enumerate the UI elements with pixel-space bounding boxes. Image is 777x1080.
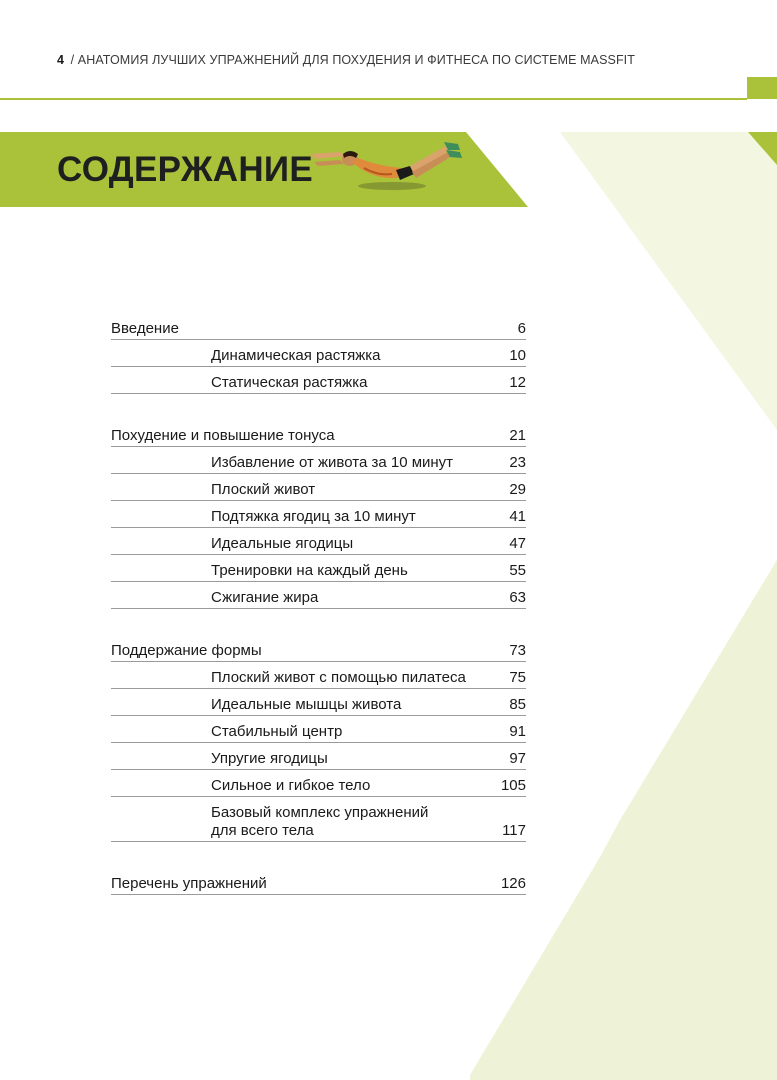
table-of-contents xyxy=(111,313,526,895)
toc-page-number: 23 xyxy=(509,454,526,471)
toc-page-number: 117 xyxy=(502,822,526,839)
toc-item-title: Идеальные мышцы живота xyxy=(211,696,402,713)
toc-item-row[interactable] xyxy=(111,474,526,501)
toc-item-title: Плоский живот xyxy=(211,481,316,498)
toc-item-row[interactable] xyxy=(111,447,526,474)
toc-page-number: 105 xyxy=(500,777,526,794)
page-number: 4 xyxy=(57,53,65,67)
toc-section-title: Перечень упражнений xyxy=(111,875,267,892)
toc-section-row[interactable] xyxy=(111,635,526,662)
toc-item-title: Стабильный центр xyxy=(211,723,343,740)
toc-page-number: 55 xyxy=(509,562,526,579)
toc-item-row[interactable] xyxy=(111,662,526,689)
toc-page-number: 29 xyxy=(509,481,526,498)
toc-item-row[interactable] xyxy=(111,555,526,582)
toc-page-number: 126 xyxy=(500,875,526,892)
toc-section-title: Введение xyxy=(111,320,179,337)
toc-item-title: Базовый комплекс упражнений для всего тела xyxy=(211,804,429,839)
toc-page-number: 73 xyxy=(509,642,526,659)
toc-item-row[interactable] xyxy=(111,367,526,394)
header-tab xyxy=(747,77,777,99)
toc-item-row[interactable] xyxy=(111,797,526,842)
toc-item-title: Упругие ягодицы xyxy=(211,750,328,767)
toc-item-row[interactable] xyxy=(111,689,526,716)
toc-page-number: 12 xyxy=(509,374,526,391)
toc-item-row[interactable] xyxy=(111,501,526,528)
toc-section-row[interactable] xyxy=(111,868,526,895)
running-title: / АНАТОМИЯ ЛУЧШИХ УПРАЖНЕНИЙ ДЛЯ ПОХУДЕНИЯ И ФИТНЕСА ПО СИСТЕМЕ MASSFIT xyxy=(70,53,635,67)
toc-item-title: Динамическая растяжка xyxy=(211,347,381,364)
toc-item-title: Плоский живот с помощью пилатеса xyxy=(211,669,466,686)
toc-item-row[interactable] xyxy=(111,770,526,797)
toc-item-row[interactable] xyxy=(111,528,526,555)
toc-section-title: Поддержание формы xyxy=(111,642,262,659)
toc-item-row[interactable] xyxy=(111,582,526,609)
section-gap xyxy=(111,609,526,635)
toc-section-row[interactable] xyxy=(111,420,526,447)
toc-item-row[interactable] xyxy=(111,340,526,367)
toc-section-row[interactable] xyxy=(111,313,526,340)
toc-item-title: Избавление от живота за 10 минут xyxy=(211,454,454,471)
page-title: СОДЕРЖАНИЕ xyxy=(57,150,314,189)
toc-item-row[interactable] xyxy=(111,743,526,770)
toc-item-title: Сжигание жира xyxy=(211,589,319,606)
toc-page-number: 47 xyxy=(509,535,526,552)
toc-item-title: Идеальные ягодицы xyxy=(211,535,354,552)
swimmer-figure-illustration xyxy=(306,132,466,194)
toc-item-title: Статическая растяжка xyxy=(211,374,368,391)
section-gap xyxy=(111,842,526,868)
toc-page-number: 91 xyxy=(509,723,526,740)
toc-page-number: 10 xyxy=(509,347,526,364)
running-header xyxy=(57,53,635,67)
toc-item-title: Сильное и гибкое тело xyxy=(211,777,371,794)
toc-item-title: Подтяжка ягодиц за 10 минут xyxy=(211,508,416,525)
section-gap xyxy=(111,394,526,420)
header-rule xyxy=(0,98,747,100)
toc-page-number: 75 xyxy=(509,669,526,686)
toc-item-title: Тренировки на каждый день xyxy=(211,562,408,579)
toc-page-number: 97 xyxy=(509,750,526,767)
toc-item-row[interactable] xyxy=(111,716,526,743)
toc-page-number: 41 xyxy=(509,508,526,525)
toc-section-title: Похудение и повышение тонуса xyxy=(111,427,335,444)
toc-page-number: 21 xyxy=(509,427,526,444)
toc-page-number: 63 xyxy=(509,589,526,606)
toc-page-number: 85 xyxy=(509,696,526,713)
toc-page-number: 6 xyxy=(517,320,526,337)
